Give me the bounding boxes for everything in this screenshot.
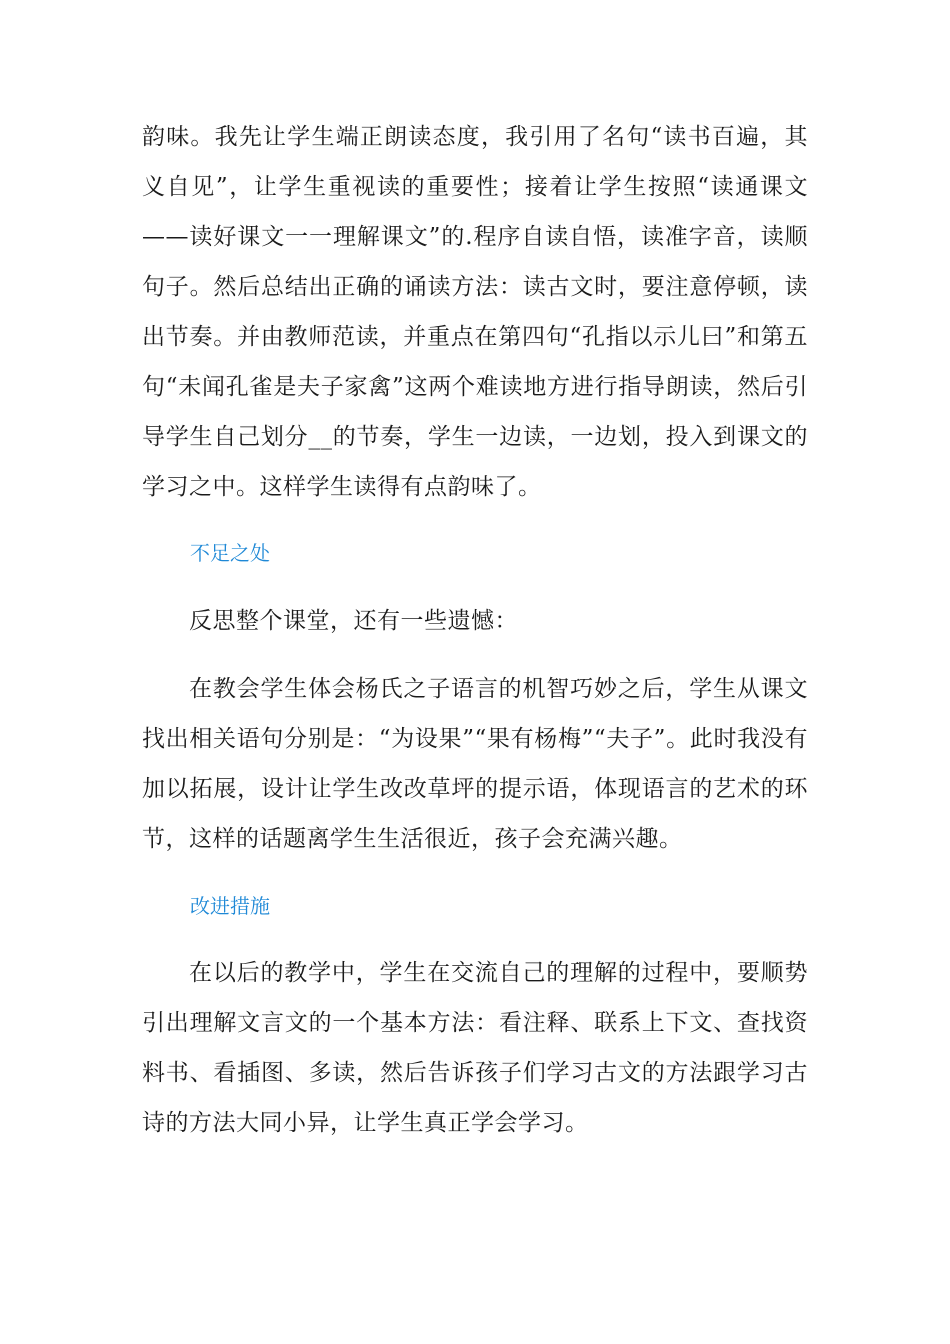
section-heading-improvements: 改进措施 (190, 894, 270, 918)
paragraph-improvement-plan: 在以后的教学中，学生在交流自己的理解的过程中，要顺势引出理解文言文的一个基本方法：看注释、联系上下文、查找资料书、看插图、多读，然后告诉孩子们学习古文的方法跟学习古诗的方法大同小异，让学生真正学会学习。 (142, 960, 808, 1136)
paragraph-reflection: 反思整个课堂，还有一些遗憾： (189, 608, 518, 634)
paragraph-reading-method: 韵味。我先让学生端正朗读态度，我引用了名句“读书百遍，其义自见”，让学生重视读的重要性；接着让学生按照“读通课文——读好课文一一理解课文”的.程序自读自悟，读准字音，读顺句子。然后总结出正确的诵读方法：读古文时，要注意停顿，读出节奏。并由教师范读，并重点在第四句“孔指以示儿曰”和第五句“未闻孔雀是夫子家禽”这两个难读地方进行指导朗读，然后引导学生自己划分__的节奏，学生一边读，一边划，投入到课文的学习之中。这样学生读得有点韵味了。 (142, 124, 808, 500)
section-heading-shortcomings: 不足之处 (190, 541, 270, 565)
paragraph-regrets: 在教会学生体会杨氏之子语言的机智巧妙之后，学生从课文找出相关语句分别是：“为设果”“果有杨梅”“夫子”。此时我没有加以拓展，设计让学生改改草坪的提示语，体现语言的艺术的环节，这样的话题离学生生活很近，孩子会充满兴趣。 (142, 676, 808, 852)
